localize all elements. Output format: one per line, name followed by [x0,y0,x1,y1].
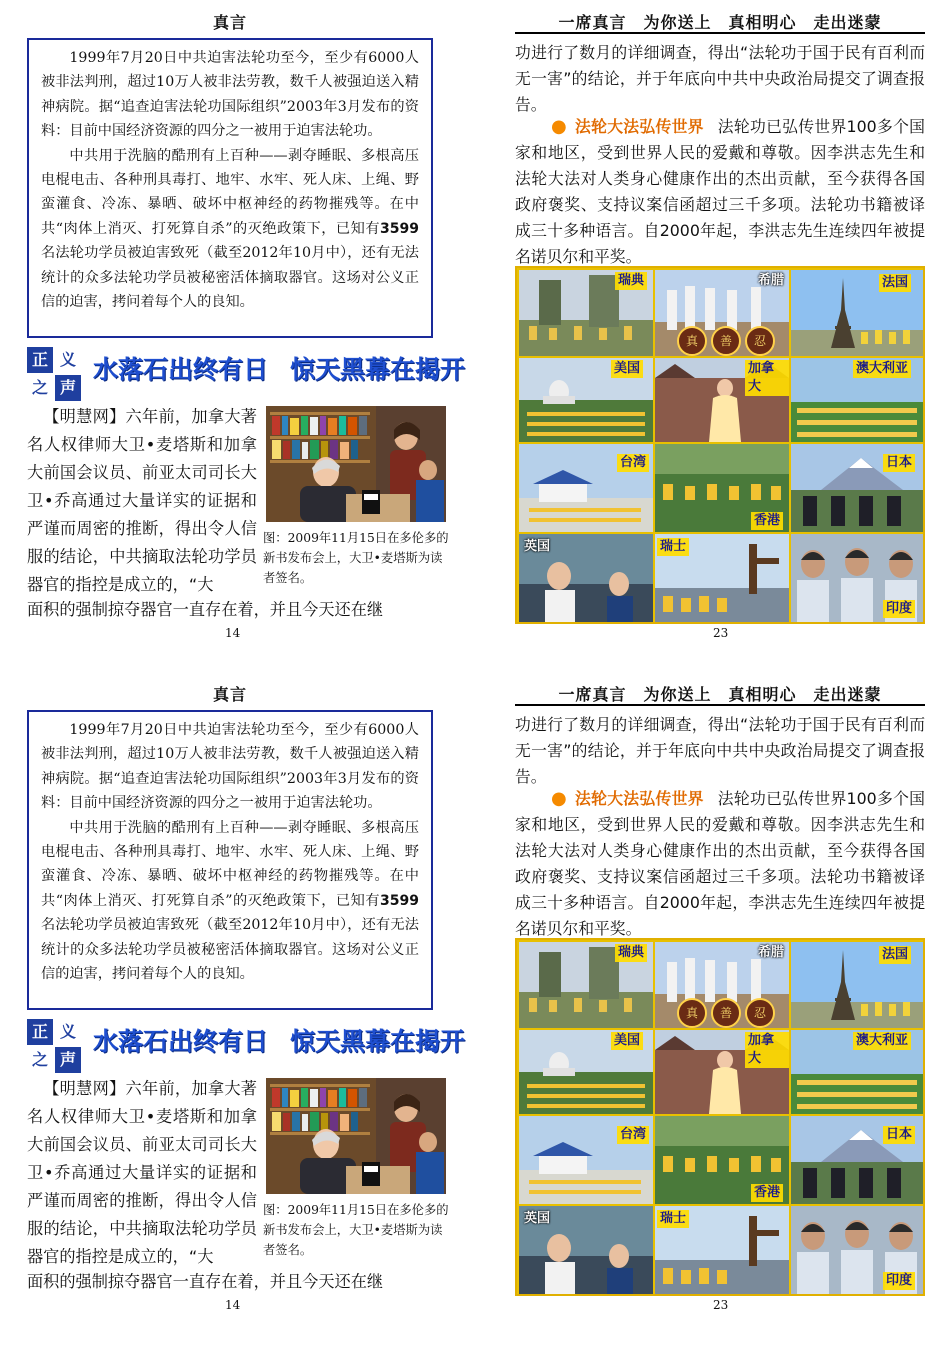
country-label: 美国 [611,1032,643,1050]
right-paragraph-2 [515,786,925,942]
orb-truth: 真 [677,326,707,356]
country-label: 澳大利亚 [853,360,911,378]
country-label: 日本 [883,1126,915,1144]
sheet [0,672,950,1344]
tile-japan [791,444,923,532]
country-label: 香港 [751,512,783,530]
country-label: 英国 [524,1211,551,1226]
sheet [0,0,950,672]
article-text: 【明慧网】六年前，加拿大著名人权律师大卫•麦塔斯和加拿大前国会议员、前亚太司司长大卫•乔高通过大量详实的证据和严谨而周密的推断，得出令人信服的结论，中共摘取法轮功学员器官的指控是成立的，“大 [27,1079,257,1266]
right-paragraph-1-text: 功进行了数月的详细调查，得出“法轮功于国于民有百利而无一害”的结论，并于年底向中共中央政治局提交了调查报告。 [515,43,925,114]
section-subhead: 法轮大法弘传世界 [575,789,704,808]
left-page [25,672,475,1344]
box-paragraph-2 [41,816,419,987]
tile-australia [791,358,923,442]
right-paragraph-2 [515,114,925,270]
tile-india [791,534,923,622]
orb-compassion: 善 [711,326,741,356]
box-paragraph-2-end: 名法轮功学员被迫害致死（截至2012年10月中），还有无法统计的众多法轮功学员被秘密活体摘取器官。这场对公义正信的迫害，拷问着每个人的良知。 [41,917,419,983]
tile-canada [655,358,789,442]
page-number-left: 14 [225,1298,241,1312]
tile-taiwan [519,444,653,532]
bullet-icon: ● [551,788,568,809]
book-signing-photo [266,1078,446,1194]
badge-char: 义 [55,347,81,373]
box-paragraph-2 [41,144,419,315]
right-page [515,0,925,672]
country-label: 瑞士 [657,538,689,556]
right-paragraph-1 [515,712,925,790]
death-count: 3599 [380,892,419,909]
tile-sweden [519,942,653,1028]
box-paragraph-1: 1999年7月20日中共迫害法轮功至今，至少有6000人被非法判刑，超过10万人被非法劳教，数千人被强迫送入精神病院。据“追查迫害法轮功国际组织”2003年3月发布的资料：目前中国经济资源的四分之一被用于迫害法轮功。 [41,722,419,812]
country-label: 日本 [883,454,915,472]
bullet-icon: ● [551,116,568,137]
tile-usa [519,1030,653,1114]
country-label: 英国 [524,539,551,554]
death-count: 3599 [380,220,419,237]
voice-of-justice-badge [27,347,81,401]
right-paragraph-2-text [515,114,925,270]
box-paragraph-2-end: 名法轮功学员被迫害致死（截至2012年10月中），还有无法统计的众多法轮功学员被秘密活体摘取器官。这场对公义正信的迫害，拷问着每个人的良知。 [41,245,419,311]
country-label: 法国 [879,946,911,964]
article-text: 【明慧网】六年前，加拿大著名人权律师大卫•麦塔斯和加拿大前国会议员、前亚太司司长大卫•乔高通过大量详实的证据和严谨而周密的推断，得出令人信服的结论，中共摘取法轮功学员器官的指控是成立的，“大 [27,407,257,594]
badge-char: 声 [55,375,81,401]
box-paragraph-2-start: 中共用于洗脑的酷刑有上百种——剥夺睡眠、多根高压电棍电击、各种刑具毒打、地牢、水牢、死人床、上绳、野蛮灌食、冷冻、暴晒、破坏中枢神经的药物摧残等。在中共“肉体上消灭、打死算自杀”的灭绝政策下，已知有 [41,819,419,909]
headline-part-1: 水落石出终有日 [93,355,269,384]
voice-of-justice-badge [27,1019,81,1073]
tile-switzerland [655,1206,789,1294]
article-text-continued: 面积的强制掠夺器官一直存在着，并且今天还在继 [27,1272,384,1291]
photo-caption: 图：2009年11月15日在多伦多的新书发布会上，大卫•麦塔斯为读者签名。 [263,531,449,585]
orb-compassion: 善 [711,998,741,1028]
tile-uk [519,1206,653,1294]
tile-uk [519,534,653,622]
article-headline [93,1022,466,1058]
tile-india [791,1206,923,1294]
article-body [27,403,257,599]
right-page-header: 一席真言 为你送上 真相明心 走出迷蒙 [515,10,925,34]
country-label: 瑞士 [657,1210,689,1228]
country-label: 印度 [883,1272,915,1290]
badge-char: 义 [55,1019,81,1045]
country-label: 希腊 [758,945,785,960]
headline-part-2: 惊天黑幕在揭开 [290,1027,466,1056]
tile-greece [655,942,789,1028]
badge-char: 正 [27,347,53,373]
badge-char: 之 [27,375,53,401]
page-number-left: 14 [225,626,241,640]
tile-france [791,270,923,356]
right-paragraph-1 [515,40,925,118]
book-signing-photo [266,406,446,522]
tile-hongkong [655,1116,789,1204]
country-label: 法国 [879,274,911,292]
tile-sweden [519,270,653,356]
orb-forbearance: 忍 [745,998,775,1028]
country-label: 印度 [883,600,915,618]
orb-forbearance: 忍 [745,326,775,356]
photo-caption: 图：2009年11月15日在多伦多的新书发布会上，大卫•麦塔斯为读者签名。 [263,1203,449,1257]
left-page-header: 真言 [212,13,247,32]
country-label: 台湾 [617,454,649,472]
page-number-right: 23 [713,626,729,640]
tile-switzerland [655,534,789,622]
world-practice-photo-mosaic [515,938,925,1296]
persecution-info-box [27,38,433,338]
tile-france [791,942,923,1028]
left-page [25,0,475,672]
country-label: 加拿大 [745,360,789,396]
right-page-header: 一席真言 为你送上 真相明心 走出迷蒙 [515,682,925,706]
country-label: 美国 [611,360,643,378]
country-label: 瑞典 [615,944,647,962]
box-paragraph-2-start: 中共用于洗脑的酷刑有上百种——剥夺睡眠、多根高压电棍电击、各种刑具毒打、地牢、水牢、死人床、上绳、野蛮灌食、冷冻、暴晒、破坏中枢神经的药物摧残等。在中共“肉体上消灭、打死算自杀”的灭绝政策下，已知有 [41,147,419,237]
badge-char: 正 [27,1019,53,1045]
tile-australia [791,1030,923,1114]
tile-usa [519,358,653,442]
box-paragraph-1: 1999年7月20日中共迫害法轮功至今，至少有6000人被非法判刑，超过10万人被非法劳教，数千人被强迫送入精神病院。据“追查迫害法轮功国际组织”2003年3月发布的资料：目前中国经济资源的四分之一被用于迫害法轮功。 [41,50,419,140]
spread-worldwide-text: 法轮功已弘传世界100多个国家和地区，受到世界人民的爱戴和尊敬。因李洪志先生和法轮大法对人类身心健康作出的杰出贡献，至今获得各国政府褒奖、支持议案信函超过三千多项。法轮功书籍被译成三十多种语言。自2000年起，李洪志先生连续四年被提名诺贝尔和平奖。 [515,789,925,938]
section-subhead: 法轮大法弘传世界 [575,117,704,136]
article-headline [93,350,466,386]
headline-part-2: 惊天黑幕在揭开 [290,355,466,384]
country-label: 香港 [751,1184,783,1202]
tile-hongkong [655,444,789,532]
country-label: 希腊 [758,273,785,288]
country-label: 台湾 [617,1126,649,1144]
badge-char: 之 [27,1047,53,1073]
orb-truth: 真 [677,998,707,1028]
right-paragraph-1-text: 功进行了数月的详细调查，得出“法轮功于国于民有百利而无一害”的结论，并于年底向中共中央政治局提交了调查报告。 [515,715,925,786]
left-page-header: 真言 [212,685,247,704]
country-label: 澳大利亚 [853,1032,911,1050]
tile-greece [655,270,789,356]
tile-japan [791,1116,923,1204]
country-label: 瑞典 [615,272,647,290]
page-number-right: 23 [713,1298,729,1312]
right-page [515,672,925,1344]
world-practice-photo-mosaic [515,266,925,624]
article-body [27,1075,257,1271]
tile-canada [655,1030,789,1114]
persecution-info-box [27,710,433,1010]
badge-char: 声 [55,1047,81,1073]
tile-taiwan [519,1116,653,1204]
spread-worldwide-text: 法轮功已弘传世界100多个国家和地区，受到世界人民的爱戴和尊敬。因李洪志先生和法轮大法对人类身心健康作出的杰出贡献，至今获得各国政府褒奖、支持议案信函超过三千多项。法轮功书籍被译成三十多种语言。自2000年起，李洪志先生连续四年被提名诺贝尔和平奖。 [515,117,925,266]
headline-part-1: 水落石出终有日 [93,1027,269,1056]
article-text-continued: 面积的强制掠夺器官一直存在着，并且今天还在继 [27,600,384,619]
country-label: 加拿大 [745,1032,789,1068]
right-paragraph-2-text [515,786,925,942]
